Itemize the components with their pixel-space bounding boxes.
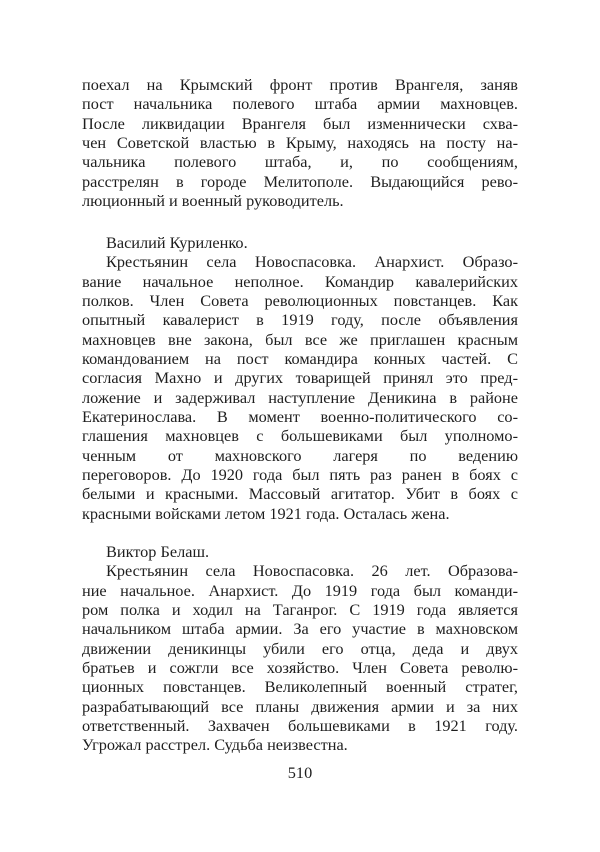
text-line: поехал на Крымский фронт против Врангеля, заняв: [82, 75, 518, 94]
text-line: ченным от махновского лагеря по ведению: [82, 445, 518, 465]
text-line: Крестьянин села Новоспасовка. Анархист. Образо-: [106, 252, 518, 272]
text-line: начальником штаба армии. За его участие в махновском: [82, 619, 518, 639]
text-line: опытный кавалерист в 1919 году, после объявления: [82, 310, 518, 330]
text-line: Екатеринослава. В момент военно-политического со-: [82, 407, 518, 427]
text-line: пост начальника полевого штаба армии махновцев.: [82, 94, 518, 114]
text-line: братьев и сожгли все хозяйство. Член Совета револю-: [82, 658, 518, 678]
section-heading: Виктор Белаш.: [106, 542, 210, 561]
text-line: чен Советской властью в Крыму, находясь на посту на-: [82, 133, 518, 153]
text-line: полков. Член Совета революционных повстанцев. Как: [82, 291, 518, 311]
text-line: движении деникинцы убили его отца, деда и двух: [82, 638, 518, 658]
text-line: махновцев вне закона, был все же приглашен красным: [82, 329, 518, 349]
text-section-2: [82, 233, 518, 523]
text-line: вание начальное неполное. Командир кавалерийских: [82, 271, 518, 291]
text-line: Крестьянин села Новоспасовка. 26 лет. Образова-: [106, 561, 518, 581]
text-line: Угрожал расстрел. Судьба неизвестна.: [82, 735, 348, 755]
text-line: ционных повстанцев. Великолепный военный стратег,: [82, 677, 518, 697]
text-line: ние начальное. Анархист. До 1919 года был команди-: [82, 580, 518, 600]
text-line: переговоров. До 1920 года был пять раз ранен в боях с: [82, 465, 518, 485]
text-line: ответственный. Захвачен большевиками в 1921 году.: [82, 716, 518, 736]
text-section-3: [82, 542, 518, 755]
text-line: красными войсками летом 1921 года. Осталась жена.: [82, 503, 450, 523]
text-line: чальника полевого штаба, и, по сообщениям,: [82, 152, 518, 172]
text-line: разрабатывающий все планы движения армии и за них: [82, 696, 518, 716]
text-line: командованием на пост командира конных частей. С: [82, 349, 518, 369]
text-line: расстрелян в городе Мелитополе. Выдающийся рево-: [82, 171, 518, 191]
text-line: согласия Махно и других товарищей принял это пред-: [82, 368, 518, 388]
text-line: люционный и военный руководитель.: [82, 191, 344, 211]
text-line: белыми и красными. Массовый агитатор. Убит в боях с: [82, 484, 518, 504]
text-line: После ликвидации Врангеля был изменнически схва-: [82, 113, 518, 133]
text-section-1: [82, 75, 518, 210]
section-heading: Василий Куриленко.: [106, 233, 248, 252]
text-line: ром полка и ходил на Таганрог. С 1919 года является: [82, 600, 518, 620]
text-line: ложение и задерживал наступление Деникина в районе: [82, 387, 518, 407]
page-number: 510: [287, 763, 313, 782]
text-line: глашения махновцев с большевиками был уполномо-: [82, 426, 518, 446]
